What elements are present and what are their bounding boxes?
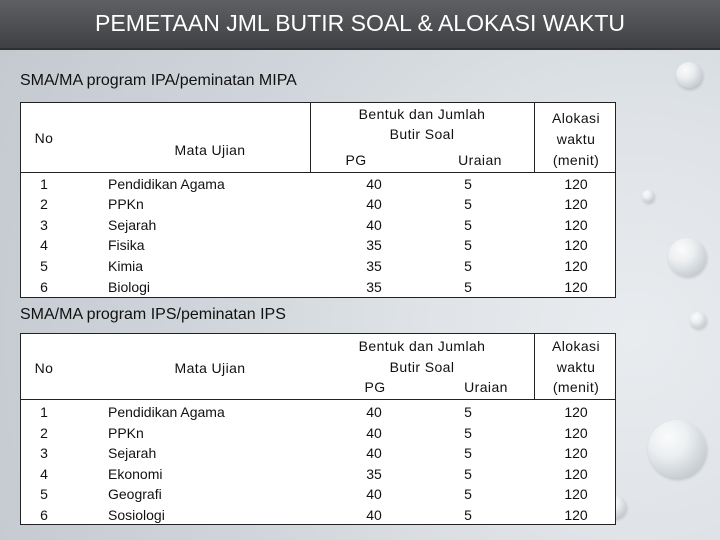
water-drop-decoration	[690, 312, 706, 328]
cell-alokasi-waktu: 120	[564, 445, 588, 461]
cell-uraian: 5	[464, 196, 472, 212]
column-header-no: No	[34, 360, 54, 376]
water-drop-decoration	[642, 190, 654, 202]
column-header-bentuk-line2: Butir Soal	[389, 126, 455, 142]
table-border	[534, 102, 535, 172]
cell-uraian: 5	[464, 237, 472, 253]
table-ips	[20, 333, 616, 525]
cell-uraian: 5	[464, 258, 472, 274]
cell-no: 3	[40, 445, 48, 461]
table-border	[20, 172, 616, 173]
cell-alokasi-waktu: 120	[564, 486, 588, 502]
column-header-mata-ujian: Mata Ujian	[174, 142, 246, 158]
cell-pg: 35	[366, 279, 382, 295]
column-header-alokasi-line1: Alokasi	[552, 110, 600, 126]
cell-alokasi-waktu: 120	[564, 425, 588, 441]
cell-pg: 40	[366, 425, 382, 441]
cell-alokasi-waktu: 120	[564, 237, 588, 253]
cell-pg: 40	[366, 217, 382, 233]
column-header-bentuk-line1: Bentuk dan Jumlah	[358, 338, 486, 354]
cell-uraian: 5	[464, 507, 472, 523]
table-ipa	[20, 102, 616, 298]
cell-alokasi-waktu: 120	[564, 507, 588, 523]
cell-uraian: 5	[464, 486, 472, 502]
cell-no: 6	[40, 507, 48, 523]
cell-alokasi-waktu: 120	[564, 279, 588, 295]
column-header-uraian: Uraian	[464, 379, 508, 395]
cell-no: 4	[40, 237, 48, 253]
cell-uraian: 5	[464, 425, 472, 441]
cell-no: 2	[40, 425, 48, 441]
column-header-bentuk-line1: Bentuk dan Jumlah	[358, 106, 486, 122]
cell-alokasi-waktu: 120	[564, 258, 588, 274]
table-border	[534, 333, 535, 399]
cell-mata-ujian: Ekonomi	[108, 466, 163, 482]
column-header-alokasi-line2: waktu	[556, 131, 596, 147]
column-header-pg: PG	[364, 379, 386, 395]
cell-mata-ujian: Sejarah	[108, 445, 157, 461]
cell-uraian: 5	[464, 217, 472, 233]
water-drop-decoration	[648, 420, 706, 478]
cell-alokasi-waktu: 120	[564, 404, 588, 420]
cell-uraian: 5	[464, 445, 472, 461]
cell-no: 6	[40, 279, 48, 295]
cell-mata-ujian: PPKn	[108, 196, 144, 212]
column-header-alokasi-line2: waktu	[556, 359, 596, 375]
column-header-alokasi-line3: (menit)	[552, 379, 600, 395]
cell-pg: 40	[366, 445, 382, 461]
cell-pg: 40	[366, 404, 382, 420]
cell-mata-ujian: Sejarah	[108, 217, 157, 233]
cell-pg: 35	[366, 237, 382, 253]
cell-no: 3	[40, 217, 48, 233]
cell-alokasi-waktu: 120	[564, 217, 588, 233]
column-header-pg: PG	[345, 152, 367, 168]
cell-no: 5	[40, 258, 48, 274]
cell-mata-ujian: Biologi	[108, 279, 151, 295]
cell-pg: 40	[366, 486, 382, 502]
title-bar	[0, 0, 720, 50]
cell-uraian: 5	[464, 466, 472, 482]
page-title: PEMETAAN JML BUTIR SOAL & ALOKASI WAKTU	[95, 10, 625, 36]
cell-mata-ujian: PPKn	[108, 425, 144, 441]
column-header-alokasi-line3: (menit)	[552, 152, 600, 168]
table-border	[20, 102, 616, 103]
cell-no: 4	[40, 466, 48, 482]
column-header-no: No	[34, 130, 54, 146]
cell-pg: 35	[366, 258, 382, 274]
cell-mata-ujian: Fisika	[108, 237, 145, 253]
cell-mata-ujian: Geografi	[108, 486, 162, 502]
cell-mata-ujian: Pendidikan Agama	[108, 404, 225, 420]
cell-no: 1	[40, 176, 48, 192]
cell-uraian: 5	[464, 279, 472, 295]
cell-uraian: 5	[464, 404, 472, 420]
table-border	[310, 102, 311, 172]
cell-alokasi-waktu: 120	[564, 466, 588, 482]
cell-uraian: 5	[464, 176, 472, 192]
water-drop-decoration	[668, 238, 706, 276]
cell-no: 5	[40, 486, 48, 502]
cell-mata-ujian: Kimia	[108, 258, 144, 274]
column-header-uraian: Uraian	[458, 152, 502, 168]
section-title-ipa: SMA/MA program IPA/peminatan MIPA	[20, 72, 297, 89]
section-title-ips: SMA/MA program IPS/peminatan IPS	[20, 306, 286, 323]
cell-no: 1	[40, 404, 48, 420]
cell-alokasi-waktu: 120	[564, 196, 588, 212]
water-drop-decoration	[676, 62, 702, 88]
cell-mata-ujian: Sosiologi	[108, 507, 165, 523]
column-header-alokasi-line1: Alokasi	[552, 338, 600, 354]
table-border	[20, 399, 616, 400]
cell-mata-ujian: Pendidikan Agama	[108, 176, 225, 192]
cell-pg: 40	[366, 507, 382, 523]
cell-no: 2	[40, 196, 48, 212]
table-border	[20, 333, 616, 334]
cell-pg: 40	[366, 176, 382, 192]
column-header-bentuk-line2: Butir Soal	[389, 359, 455, 375]
cell-alokasi-waktu: 120	[564, 176, 588, 192]
table-border	[20, 297, 616, 298]
cell-pg: 40	[366, 196, 382, 212]
cell-pg: 35	[366, 466, 382, 482]
column-header-mata-ujian: Mata Ujian	[174, 360, 246, 376]
